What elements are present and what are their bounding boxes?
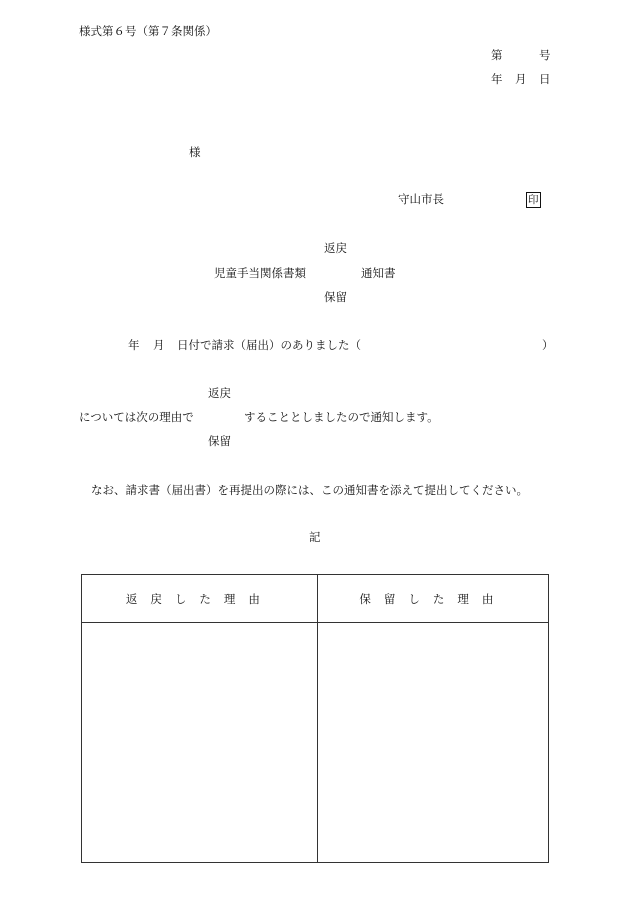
seal-mark — [526, 192, 541, 208]
body-request-text: 日付で請求（届出）のありました（ — [177, 338, 361, 352]
form-number: 様式第６号（第７条関係） — [79, 24, 217, 38]
reasons-table — [81, 574, 549, 863]
doc-number-suffix: 号 — [539, 48, 551, 62]
ki-heading: 記 — [309, 530, 321, 544]
body-request-close: ） — [542, 338, 554, 352]
seal-label: 印 — [528, 194, 539, 206]
body-date-year: 年 — [128, 338, 140, 352]
body-notice-text: することとしましたので通知します。 — [244, 410, 439, 424]
header-return-reason: 返戻した理由 — [82, 575, 318, 623]
body-reason-lead: については次の理由で — [79, 410, 194, 424]
body-date-month: 月 — [153, 338, 165, 352]
title-document-type: 児童手当関係書類 — [214, 266, 306, 280]
return-reason-cell — [82, 623, 318, 863]
hold-reason-cell — [317, 623, 548, 863]
reasons-header-row — [82, 575, 549, 623]
title-option-return: 返戻 — [324, 241, 347, 255]
title-notice: 通知書 — [361, 266, 396, 280]
addressee-suffix: 様 — [189, 145, 201, 159]
doc-number-prefix: 第 — [491, 48, 503, 62]
body-option-return: 返戻 — [208, 386, 231, 400]
date-day-label: 日 — [539, 72, 551, 86]
date-year-label: 年 — [491, 72, 503, 86]
reasons-body-row — [82, 623, 549, 863]
body-option-hold: 保留 — [208, 434, 231, 448]
header-hold-reason: 保留した理由 — [317, 575, 548, 623]
resubmission-note: なお、請求書（届出書）を再提出の際には、この通知書を添えて提出してください。 — [91, 483, 528, 497]
date-month-label: 月 — [515, 72, 527, 86]
title-option-hold: 保留 — [324, 290, 347, 304]
issuer-name: 守山市長 — [398, 192, 444, 206]
